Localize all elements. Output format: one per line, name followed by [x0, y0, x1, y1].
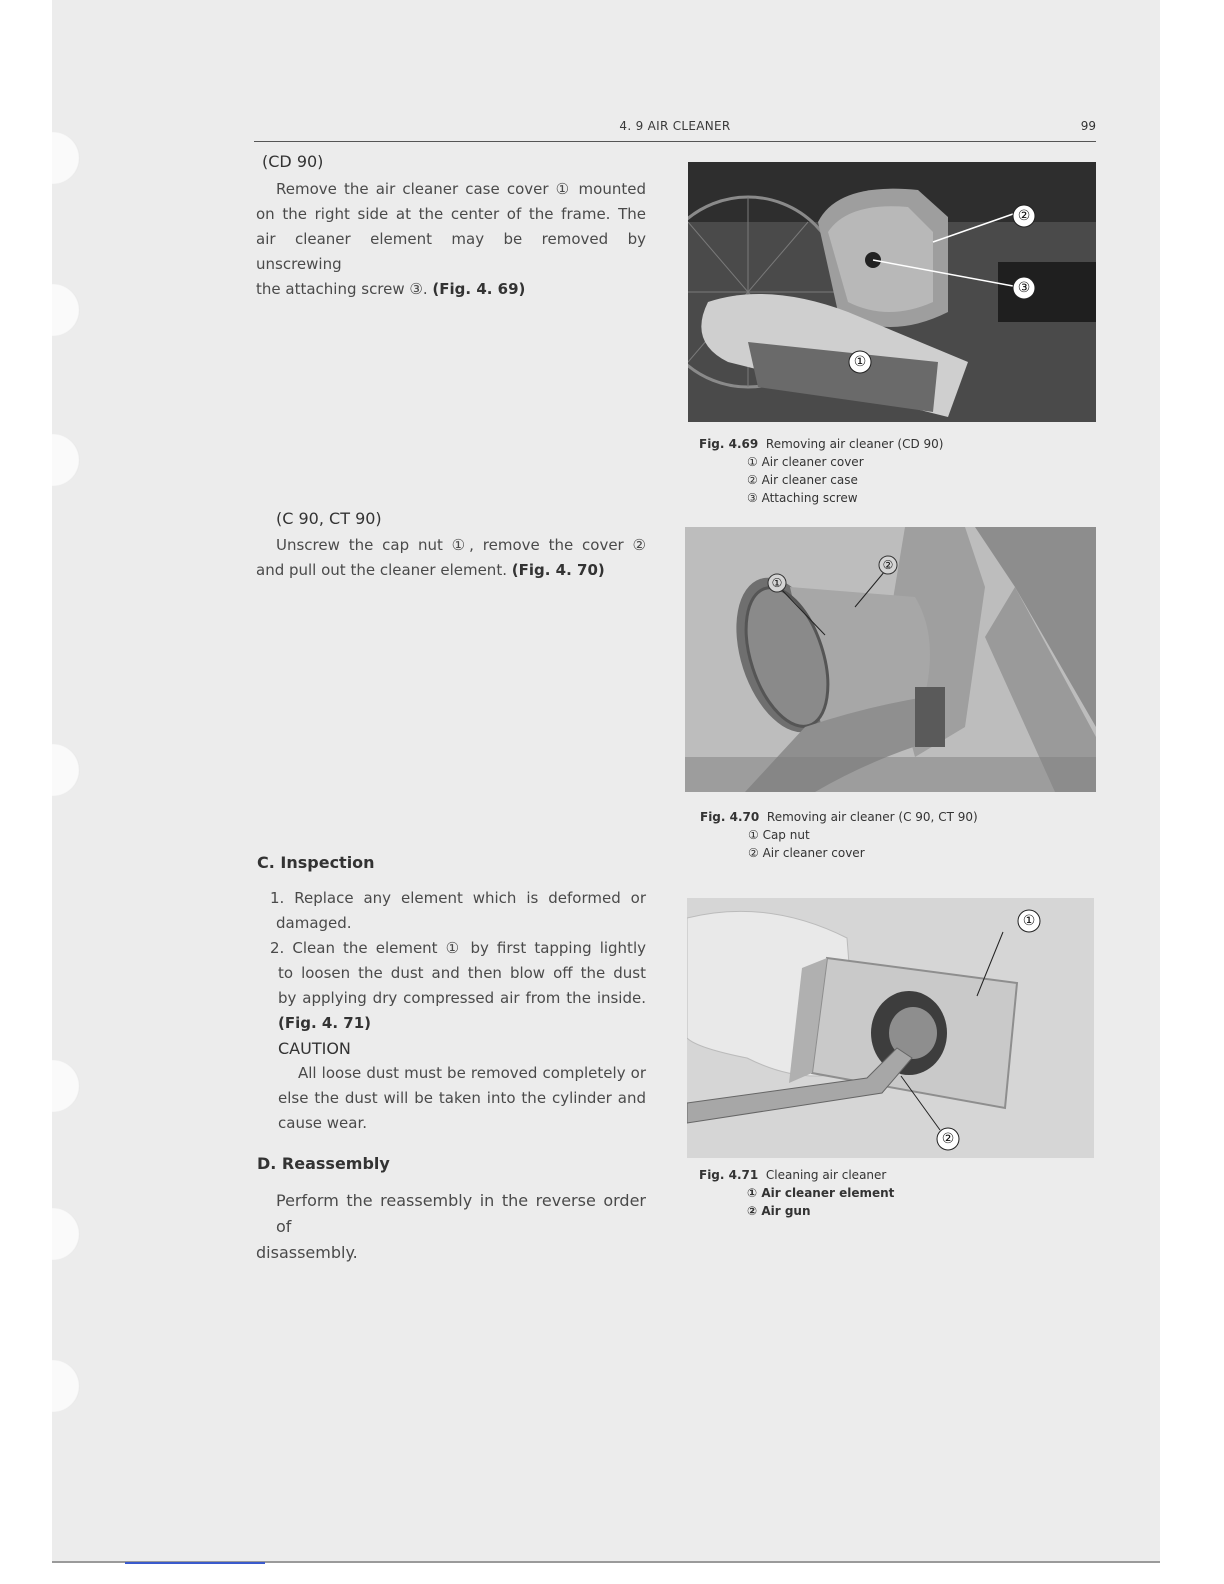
text-line: [256, 558, 646, 583]
figure-number: Fig. 4.69: [699, 437, 759, 451]
figure-reference: (Fig. 4. 70): [511, 561, 605, 579]
caption-item: ② Air gun: [747, 1204, 811, 1218]
cd90-paragraph: [256, 177, 646, 302]
text-line: [256, 277, 646, 302]
fig-4-71-callout-1: ①: [1022, 913, 1036, 929]
figure-reference: (Fig. 4. 69): [432, 280, 526, 298]
text-line: 2. Clean the element ① by first tapping lightly: [270, 939, 646, 957]
text-line: else the dust will be taken into the cylinder and: [278, 1089, 646, 1107]
caution-text: [278, 1061, 646, 1136]
fig-4-71-photo: [687, 898, 1094, 1158]
text-span: and pull out the cleaner element.: [256, 561, 507, 579]
text-line: Perform the reassembly in the reverse order of: [276, 1191, 646, 1236]
fig-4-71-callout-2: ②: [941, 1131, 955, 1147]
caption-item: ① Air cleaner cover: [747, 455, 864, 469]
caption-title-line: [700, 808, 978, 826]
c90-heading: (C 90, CT 90): [276, 509, 382, 528]
c90-paragraph: [256, 533, 646, 583]
caution-label: CAUTION: [278, 1039, 351, 1058]
text-line: All loose dust must be removed completely or: [298, 1064, 646, 1082]
fig-4-69-callout-3: ③: [1017, 280, 1031, 296]
reassembly-paragraph: [256, 1188, 646, 1266]
text-line: Remove the air cleaner case cover ① mounted: [276, 180, 646, 198]
fig-4-70-callout-1: ①: [771, 576, 783, 590]
inspection-heading: C. Inspection: [257, 853, 375, 872]
text-line: Unscrew the cap nut ①, remove the cover ②: [276, 536, 646, 554]
fig-4-69-caption: [699, 435, 943, 507]
text-line: disassembly.: [256, 1243, 358, 1262]
caption-item: ① Cap nut: [748, 828, 810, 842]
inspection-item-2: [270, 936, 646, 1061]
figure-reference: (Fig. 4. 71): [278, 1014, 371, 1032]
figure-number: Fig. 4.71: [699, 1168, 759, 1182]
text-line: on the right side at the center of the frame. The: [256, 205, 646, 223]
caption-title-line: [699, 435, 943, 453]
page-number: 99: [1080, 119, 1096, 133]
reassembly-heading: D. Reassembly: [257, 1154, 390, 1173]
fig-4-69-callout-1: ①: [853, 354, 867, 370]
fig-4-69-photo: [688, 162, 1096, 422]
fig-4-70-callout-2: ②: [882, 558, 894, 572]
figure-number: Fig. 4.70: [700, 810, 760, 824]
text-line: damaged.: [276, 914, 352, 932]
figure-title: Removing air cleaner (CD 90): [765, 437, 944, 451]
blue-mark: [125, 1562, 265, 1564]
figure-title: Removing air cleaner (C 90, CT 90): [766, 810, 978, 824]
caption-item: ③ Attaching screw: [747, 491, 858, 505]
inspection-item-1: [270, 886, 646, 936]
fig-4-70-caption: [700, 808, 978, 862]
caption-title-line: [699, 1166, 894, 1184]
text-line: to loosen the dust and then blow off the dust: [278, 964, 646, 982]
caption-item: ② Air cleaner case: [747, 473, 858, 487]
caption-item: ② Air cleaner cover: [748, 846, 865, 860]
fig-4-69-callout-2: ②: [1017, 208, 1031, 224]
caption-item: ① Air cleaner element: [747, 1186, 895, 1200]
text-span: the attaching screw ③.: [256, 280, 428, 298]
section-title: 4. 9 AIR CLEANER: [619, 119, 731, 133]
figure-title: Cleaning air cleaner: [765, 1168, 887, 1182]
text-line: by applying dry compressed air from the inside.: [278, 989, 646, 1007]
text-line: air cleaner element may be removed by unscrewing: [256, 230, 646, 273]
text-line: cause wear.: [278, 1114, 368, 1132]
fig-4-70-photo: [685, 527, 1096, 792]
text-line: 1. Replace any element which is deformed or: [270, 889, 646, 907]
header-rule: [254, 141, 1096, 142]
cd90-heading: (CD 90): [262, 152, 324, 171]
fig-4-71-caption: [699, 1166, 894, 1220]
